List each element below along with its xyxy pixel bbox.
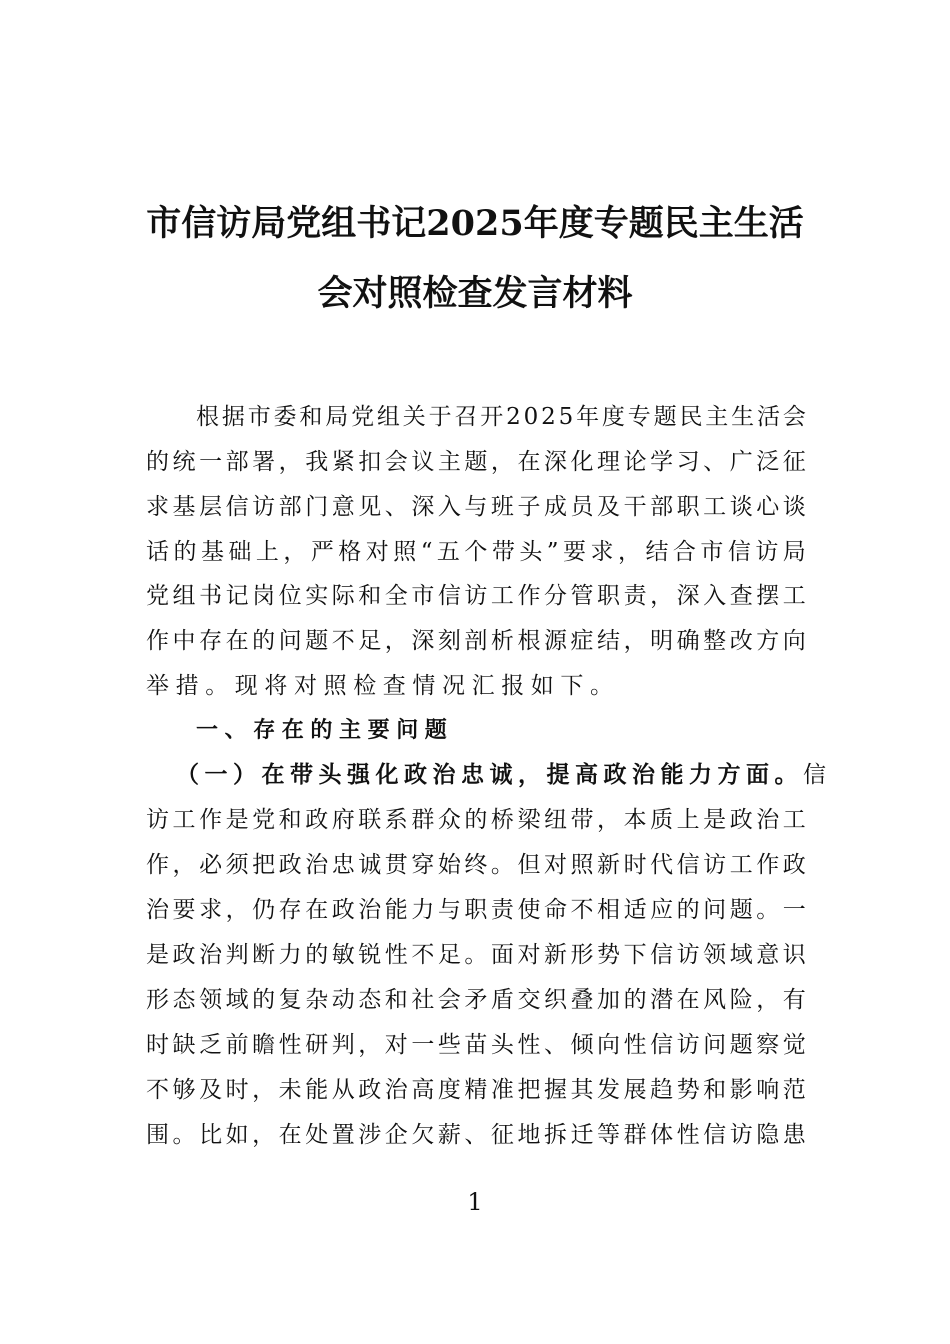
text-line: 是 政 治 判 断 力 的 敏 锐 性 不 足 。 面 对 新 形 势 下 信 访 领 域 意 识 bbox=[146, 942, 806, 968]
text-line: 求 基 层 信 访 部 门 意 见 、 深 入 与 班 子 成 员 及 干 部 职 工 谈 心 谈 bbox=[146, 494, 806, 520]
section-heading: 一、存在的主要问题 bbox=[196, 718, 454, 743]
text-line: 举措。现将对照检查情况汇报如下。 bbox=[146, 673, 620, 699]
text-line: 话 的 基 础 上 ， 严 格 对 照 “ 五 个 带 头 ” 要 求 ， 结 合 市 信 访 局 bbox=[146, 539, 806, 565]
text-line: 党 组 书 记 岗 位 实 际 和 全 市 信 访 工 作 分 管 职 责 ， 深 入 查 摆 工 bbox=[146, 583, 806, 609]
document-title-line-1: 市信访局党组书记2025年度专题民主生活 bbox=[146, 203, 804, 244]
subsection-lead: （一）在带头强化政治忠诚，提高政治能力方面。 bbox=[176, 761, 803, 788]
subsection-first-tail: 信 bbox=[803, 762, 826, 788]
text-line: 围 。 比 如 ， 在 处 置 涉 企 欠 薪 、 征 地 拆 迁 等 群 体 性 信 访 隐 患 bbox=[146, 1122, 806, 1148]
text-line: 时 缺 乏 前 瞻 性 研 判 ， 对 一 些 苗 头 性 、 倾 向 性 信 访 问 题 察 觉 bbox=[146, 1032, 806, 1058]
text-line: 访 工 作 是 党 和 政 府 联 系 群 众 的 桥 梁 纽 带 ， 本 质 上 是 政 治 工 bbox=[146, 807, 806, 833]
text-line: 根 据 市 委 和 局 党 组 关 于 召 开 2 0 2 5 年 度 专 题 民 主 生 活 会 bbox=[196, 404, 806, 430]
text-line: 治 要 求 ， 仍 存 在 政 治 能 力 与 职 责 使 命 不 相 适 应 的 问 题 。 一 bbox=[146, 897, 806, 923]
text-line: 的 统 一 部 署 ， 我 紧 扣 会 议 主 题 ， 在 深 化 理 论 学 习 、 广 泛 征 bbox=[146, 449, 806, 475]
text-line: 形 态 领 域 的 复 杂 动 态 和 社 会 矛 盾 交 织 叠 加 的 潜 在 风 险 ， 有 bbox=[146, 987, 806, 1013]
document-title-line-2: 会对照检查发言材料 bbox=[317, 273, 633, 314]
page-number: 1 bbox=[467, 1188, 483, 1216]
text-line bbox=[176, 760, 826, 790]
text-line: 作 中 存 在 的 问 题 不 足 ， 深 刻 剖 析 根 源 症 结 ， 明 确 整 改 方 向 bbox=[146, 628, 806, 654]
text-line: 不 够 及 时 ， 未 能 从 政 治 高 度 精 准 把 握 其 发 展 趋 势 和 影 响 范 bbox=[146, 1077, 806, 1103]
text-line: 作 ， 必 须 把 政 治 忠 诚 贯 穿 始 终 。 但 对 照 新 时 代 信 访 工 作 政 bbox=[146, 852, 806, 878]
